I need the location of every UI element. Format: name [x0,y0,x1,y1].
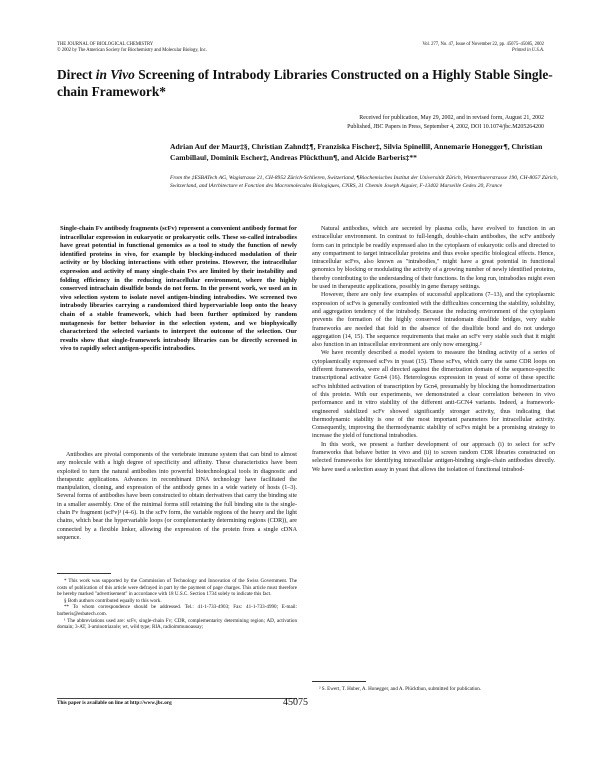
title-italic: in Vivo [95,67,135,82]
published-line: Published, JBC Papers in Press, September 4, 2002, DOI 10.1074/jbc.M205264200 [347,123,544,130]
footnotes [57,578,297,631]
issue-header [422,42,544,54]
copyright-line: © 2002 by The American Society for Biochemistry and Molecular Biology, Inc. [57,48,207,53]
journal-header [57,42,207,54]
footnote-divider [57,573,111,574]
title-part-1: Direct [57,67,96,82]
volume-line: Vol. 277, No. 47, Issue of November 22, pp. 45075–45085, 2002 [422,42,544,47]
received-dates [124,114,544,131]
affiliations: From the ‡ESBATech AG, Wagistrasse 21, CH-8952 Zürich-Schlieren, Switzerland, ¶Biochemisches Institut der Universität Zürich, Winterthurerstrasse 190, CH-8057 Zürich, Switzerland, and ‖Architecture et Fonction des Macromolecules Biologiques, CNRS, 31 Chemin Joseph Aiguier, F-13402 Marseille Cedex 20, France [170,175,558,190]
footnote-equal-contribution: § Both authors contributed equally to this work. [64,597,162,604]
online-availability: This paper is available on line at http://www.jbc.org [57,700,172,706]
footnote-abbreviations: ¹ The abbreviations used are: scFv, single-chain Fv; CDR, complementarity determining region; AD, activation domain; 3-AT, 3-aminotriazole; wt, wild type; RIA, radioimmunoassay; [57,617,297,631]
body-paragraph: In this work, we present a further development of our approach (i) to select for scFv frameworks that behave better in vivo and (ii) to screen random CDR libraries constructed on selected frameworks for identifying intracellular antigen-binding single-chain antibodies directly. We have used a selection assay in yeast that allows the isolation of functional intrabod- [312,441,555,473]
footnote-submitted: ² S. Ewert, T. Huber, A. Honegger, and A. Plückthun, submitted for publication. [319,686,482,692]
received-line: Received for publication, May 29, 2002, and in revised form, August 21, 2002 [359,115,544,121]
right-footnote-divider [312,681,366,682]
body-paragraph: Natural antibodies, which are secreted by plasma cells, have evolved to function in an extracellular environment. In contrast to full-length, double-chain antibodies, the scFv antibody form can in principle be readily expressed also in the cytoplasm of eukaryotic cells and directed to any compartment to target intracellular proteins and thus evoke specific biological effects. Hence, intracellular scFvs, also known as "intrabodies," might have a great potential in functional genomics by blocking or modulating the activity of a growing number of newly identified proteins, thereby contributing to the understanding of their functions. In the long run, intrabodies might even be used in therapeutic applications, possibly in gene therapy settings. [312,226,555,291]
body-paragraph: However, there are only few examples of successful applications (7–13), and the cytoplasmic expression of scFvs is generally confronted with the difficulties concerning the stability, solubility, and aggregation tendency of the intrabody. Because the reducing environment of the cytoplasm prevents the formation of the highly conserved intradomain disulfide bridges, very stable frameworks are needed that fold in the absence of the disulfide bond and do not undergo aggregation (14, 15). The sequence requirements that make an scFv very stable such that it might also function in an intracellular environment are only now emerging.² [312,292,555,349]
article-title [57,67,557,100]
printed-line: Printed in U.S.A. [511,48,544,53]
page-number: 45075 [283,697,308,708]
journal-name: THE JOURNAL OF BIOLOGICAL CHEMISTRY [57,42,154,47]
abstract: Single-chain Fv antibody fragments (scFv) represent a convenient antibody format for intracellular expression in eukaryotic or prokaryotic cells. These so-called intrabodies have great potential in functional genomics as a tool to study the function of newly identified proteins in vivo, for example by blocking-induced modulation of their activity or by blocking interactions with other proteins. However, the intracellular expression and activity of many single-chain Fvs are limited by their instability and folding efficiency in the reducing intracellular environment, where the highly conserved intrachain disulfide bonds do not form. In the present work, we used an in vivo selection system to isolate novel antigen-binding intrabodies. We screened two intrabody libraries carrying a randomized third hypervariable loop onto the heavy chain of a stable framework, which had been further optimized by random mutagenesis for better behavior in the selection system, and we biophysically characterized the selected variants to interpret the outcome of the selection. Our results show that single-framework intrabody libraries can be directly screened in vivo to rapidly select antigen-specific intrabodies. [60,225,297,353]
footnote-funding: * This work was supported by the Commission of Technology and Innovation of the Swiss Government. The costs of publication of this article were defrayed in part by the payment of page charges. This article must therefore be hereby marked "advertisement" in accordance with 18 U.S.C. Section 1734 solely to indicate this fact. [57,578,297,598]
body-paragraph: We have recently described a model system to measure the binding activity of a series of cytoplasmically expressed scFvs in yeast (15). These scFvs, which carry the same CDR loops on different frameworks, were all directed against the dimerization domain of the sequence-specific transcriptional activator Gcn4 (16). Heterologous expression in yeast of some of these specific scFvs inhibited activation of transcription by Gcn4, presumably by blocking the homodimerization of this protein. With our experiments, we demonstrated a clear correlation between in vivo performance and in vitro stability of the different anti-GCN4 variants. Indeed, a framework-engineered stabilized scFv showed significantly stronger activity, thus indicating that thermodynamic stability is one of the most important parameters for intracellular activity. Consequently, improving the thermodynamic stability of scFvs might be a promising strategy to increase the yield of functional intrabodies. [312,350,555,440]
bottom-divider [57,698,297,699]
title-part-2: Screening of Intrabody Libraries Constructed on a Highly Stable Single-chain Framework* [57,67,553,99]
right-column-body [312,225,555,474]
author-list: Adrian Auf der Maur‡§, Christian Zahnd‡¶, Franziska Fischer‡, Silvia Spinelli‖, Annemarie Honegger¶, Christian Cambillau‖, Dominik Escher‡, Andreas Plückthun¶, and Alcide Barberis‡** [170,142,543,162]
footnote-correspondence: ** To whom correspondence should be addressed. Tel.: 41-1-733-4903; Fax: 41-1-733-4990; E-mail: barberis@esbatech.com. [57,604,297,617]
introduction-paragraph: Antibodies are pivotal components of the vertebrate immune system that can bind to almost any molecule with a high degree of specificity and affinity. These characteristics have been exploited to turn the natural antibodies into powerful biotechnological tools in diagnostic and therapeutic applications. Advances in recombinant DNA technology have facilitated the manipulation, cloning, and expression of the antibody genes in a wide variety of hosts (1–3). Several forms of antibodies have been constructed to obtain derivatives that carry the binding site in a smaller assembly. One of the minimal forms still retaining the full binding site is the single-chain Fv fragment (scFv)¹ (4–6). In the scFv form, the variable regions of the heavy and the light chains, which bear the hypervariable loops (or complementarity determining regions (CDR)), are connected by a flexible linker, allowing the expression of the protein from a single cDNA sequence. [57,452,297,541]
